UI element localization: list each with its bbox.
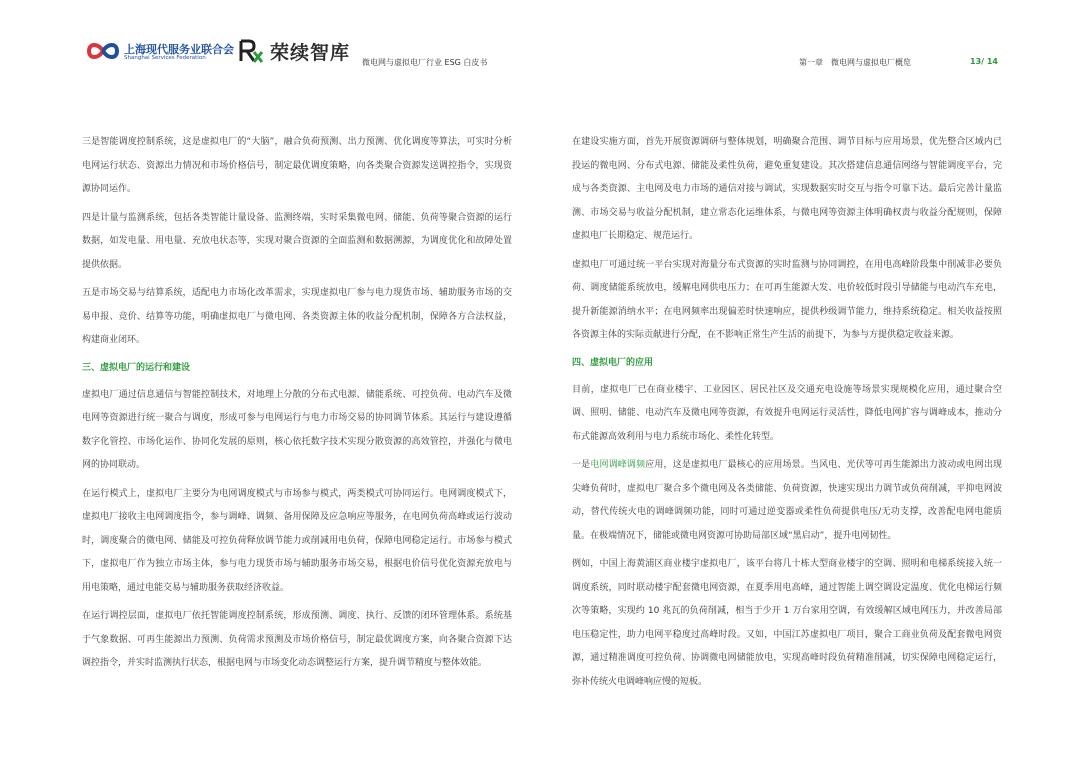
right-column (572, 131, 1002, 699)
paragraph-metering-system: 四是计量与监测系统，包括各类智能计量设备、监测终端，实时采集微电网、储能、负荷等聚合资源的运行数据，如发电量、用电量、充放电状态等，实现对聚合资源的全面监测和数据溯源，为调度优化和故障处置提供依据。 (82, 212, 512, 270)
section-heading-application: 四、虚拟电厂的应用 (572, 357, 654, 368)
paragraph-application-intro: 目前，虚拟电厂已在商业楼宇、工业园区、居民社区及交通充电设施等场景实现规模化应用，通过聚合空调、照明、储能、电动汽车及微电网等资源，有效提升电网运行灵活性，降低电网扩容与调峰成本，推动分布式能源高效利用与电力系统市场化、柔性化转型。 (572, 384, 1002, 442)
org-name-cn: 上海现代服务业联合会 (124, 43, 234, 56)
paragraph-operation-modes: 在运行模式上，虚拟电厂主要分为电网调度模式与市场参与模式，两类模式可协同运行。电网调度模式下，虚拟电厂接收主电网调度指令，参与调峰、调频、备用保障及应急响应等服务，在电网负荷高峰或运行波动时，调度聚合的微电网、储能及可控负荷释放调节能力或削减用电负荷，保障电网稳定运行。市场参与模式下，虚拟电厂作为独立市场主体，参与电力现货市场与辅助服务市场交易，根据电价信号优化资源充放电与用电策略，通过电能交易与辅助服务获取经济收益。 (82, 488, 512, 593)
paragraph-construction: 在建设实施方面，首先开展资源调研与整体规划，明确聚合范围、调节目标与应用场景，优先整合区域内已投运的微电网、分布式电源、储能及柔性负荷，避免重复建设。其次搭建信息通信网络与智能调度平台，完成与各类资源、主电网及电力市场的通信对接与调试，实现数据实时交互与指令可靠下达。最后完善计量监测、市场交易与收益分配机制，建立常态化运维体系，与微电网等资源主体明确权责与收益分配规则，保障虚拟电厂长期稳定、规范运行。 (572, 137, 1002, 241)
paragraph-examples: 例如，中国上海黄浦区商业楼宇虚拟电厂，该平台将几十栋大型商业楼宇的空调、照明和电梯系统接入统一调度系统，同时联动楼宇配套微电网资源，在夏季用电高峰，通过智能上调空调设定温度、优化电梯运行频次等策略，实现约 10 兆瓦的负荷削减，相当于少开 1 万台家用空调，有效缓解区域电网压力，并改善局部电压稳定性，助力电网平稳度过高峰时段。又如，中国江苏虚拟电厂项目，聚合工商业负荷及配套微电网资源，通过精准调度可控负荷、协调微电网储能放电，实现高峰时段负荷精准削减，切实保障电网稳定运行，弥补传统火电调峰响应慢的短板。 (572, 559, 1002, 687)
org-name-en: Shanghai Services Federation (124, 55, 206, 61)
paragraph-control-system: 三是智能调度控制系统，这是虚拟电厂的“大脑”，融合负荷预测、出力预测、优化调度等算法，可实时分析电网运行状态、资源出力情况和市场价格信号，制定最优调度策略，向各类聚合资源发送调控指令，实现资源协同运作。 (82, 137, 512, 194)
paragraph-platform-regulation: 虚拟电厂可通过统一平台实现对海量分布式资源的实时监测与协同调控，在用电高峰阶段集中削减非必要负荷、调度储能系统放电，缓解电网供电压力；在可再生能源大发、电价较低时段引导储能与电动汽车充电，提升新能源消纳水平；在电网频率出现偏差时快速响应，提供秒级调节能力，维持系统稳定。相关收益按照各资源主体的实际贡献进行分配，在不影响正常生产生活的前提下，为参与方提供稳定收益来源。 (572, 259, 1002, 340)
paragraph-prefix: 一是 (572, 460, 591, 470)
page-number: 13/ 14 (970, 57, 998, 66)
paragraph-operation-control: 在运行调控层面，虚拟电厂依托智能调度控制系统，形成预测、调度、执行、反馈的闭环管理体系。系统基于气象数据、可再生能源出力预测、负荷需求预测及市场价格信号，制定最优调度方案，向各聚合资源下达调控指令，并实时监测执行状态，根据电网与市场变化动态调整运行方案，提升调节精度与整体效能。 (82, 611, 512, 668)
left-column (82, 131, 512, 681)
paragraph-operation-intro: 虚拟电厂通过信息通信与智能控制技术，对地理上分散的分布式电源、储能系统、可控负荷、电动汽车及微电网等资源进行统一聚合与调度，形成可参与电网运行与电力市场交易的协同调节体系。其运行与建设遵循数字化管控、市场化运作、协同化发展的原则，核心依托数字技术实现分散资源的高效管控，并强化与微电网的协同联动。 (82, 389, 512, 470)
rongxu-logo-icon (238, 38, 264, 64)
document-title: 微电网与虚拟电厂行业 ESG 白皮书 (362, 58, 488, 67)
page-header (0, 0, 1080, 80)
shanghai-federation-logo-icon (86, 40, 120, 62)
section-heading-operation: 三、虚拟电厂的运行和建设 (82, 362, 191, 373)
brand-name: 荣续智库 (270, 42, 351, 64)
chapter-title: 第一章 微电网与虚拟电厂概览 (799, 58, 911, 67)
paragraph-peak-regulation (572, 454, 1002, 548)
paragraph-body: 应用，这是虚拟电厂最核心的应用场景。当风电、光伏等可再生能源出力波动或电网出现尖峰负荷时，虚拟电厂聚合多个微电网及各类储能、负荷资源，快速实现出力调节或负荷削减，平抑电网波动，替代传统火电的调峰调频功能，同时可通过逆变器或柔性负荷提供电压/无功支撑，改善配电网电能质量。在极端情况下，储能或微电网资源可协助局部区域“黑启动”，提升电网韧性。 (572, 460, 1002, 541)
paragraph-trading-system: 五是市场交易与结算系统，适配电力市场化改革需求，实现虚拟电厂参与电力现货市场、辅助服务市场的交易申报、竞价、结算等功能，明确虚拟电厂与微电网、各类资源主体的收益分配机制，保障各方合法权益，构建商业闭环。 (82, 288, 512, 345)
highlight-peak-regulation: 电网调峰调频 (590, 460, 646, 470)
